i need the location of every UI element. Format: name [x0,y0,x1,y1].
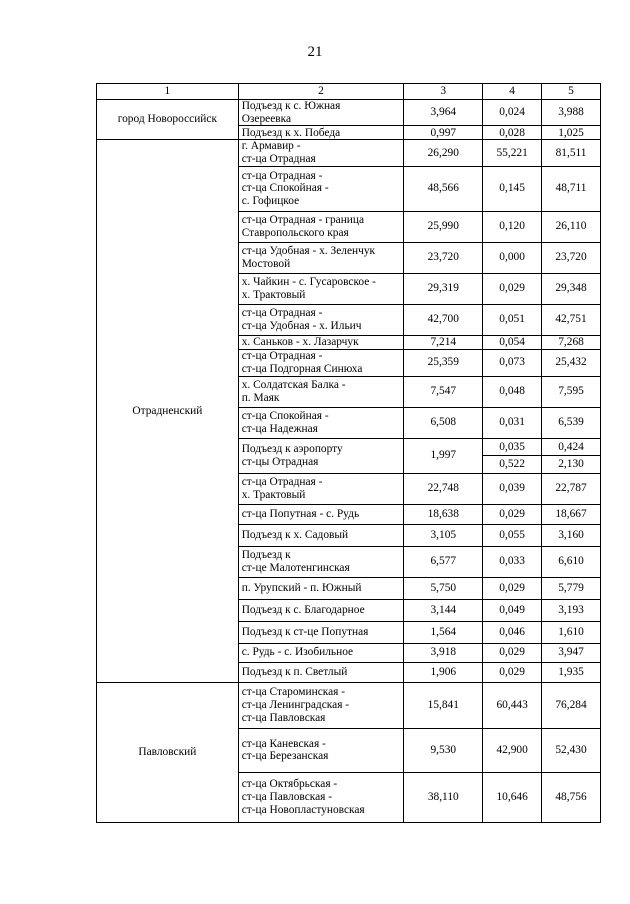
road-cell: г. Армавир - ст-ца Отрадная [238,140,404,166]
road-cell: х. Солдатская Балка - п. Маяк [238,376,404,407]
road-cell: ст-ца Попутная - с. Рудь [238,504,404,524]
value-cell-4: 10,646 [483,772,542,822]
value-cell-4: 0,031 [483,407,542,438]
road-cell: Подъезд к с. Южная Озереевка [238,100,404,126]
value-cell-3: 18,638 [404,504,483,524]
header-cell-1: 1 [97,84,239,100]
value-cell-5: 76,284 [542,682,601,728]
value-cell-5: 22,787 [542,473,601,504]
value-cell-5: 7,268 [542,335,601,349]
header-cell-4: 4 [483,84,542,100]
value-cell-3: 3,105 [404,524,483,546]
value-cell-3: 3,144 [404,599,483,621]
value-cell-4: 0,054 [483,335,542,349]
value-cell-3: 1,997 [404,438,483,473]
value-cell-3: 0,997 [404,126,483,140]
value-part-bottom: 0,522 [483,455,541,473]
road-cell: ст-ца Отрадная - х. Трактовый [238,473,404,504]
value-cell-4: 0,120 [483,211,542,242]
header-cell-3: 3 [404,84,483,100]
value-cell-5: 5,779 [542,577,601,599]
value-cell-3: 3,964 [404,100,483,126]
value-cell-5: 23,720 [542,242,601,273]
value-cell-4: 0,049 [483,599,542,621]
table-row [97,140,601,166]
value-cell-4: 0,055 [483,524,542,546]
road-cell: п. Урупский - п. Южный [238,577,404,599]
value-cell-4: 0,033 [483,546,542,577]
value-cell-4: 0,000 [483,242,542,273]
value-cell-3: 48,566 [404,166,483,211]
header-cell-5: 5 [542,84,601,100]
value-cell-4: 0,029 [483,504,542,524]
road-cell: ст-ца Отрадная - граница Ставропольского края [238,211,404,242]
value-cell-5: 7,595 [542,376,601,407]
value-cell-4: 0,046 [483,621,542,643]
value-cell-4: 0,048 [483,376,542,407]
value-cell-3: 26,290 [404,140,483,166]
value-cell-3: 22,748 [404,473,483,504]
value-part-top: 0,424 [558,440,584,453]
road-cell: ст-ца Отрадная - ст-ца Подгорная Синюха [238,349,404,376]
value-cell-5: 52,430 [542,728,601,772]
road-cell: х. Саньков - х. Лазарчук [238,335,404,349]
value-cell-5: 3,160 [542,524,601,546]
value-cell-5: 42,751 [542,304,601,335]
value-cell-4: 0,029 [483,273,542,304]
road-cell: с. Рудь - с. Изобильное [238,643,404,662]
page-number: 21 [307,44,323,60]
value-cell-5: 1,935 [542,662,601,682]
road-cell: ст-ца Каневская - ст-ца Березанская [238,728,404,772]
value-cell-3: 5,750 [404,577,483,599]
value-cell-3: 6,577 [404,546,483,577]
value-cell-3: 25,359 [404,349,483,376]
value-cell-5: 48,711 [542,166,601,211]
road-cell: Подъезд к п. Светлый [238,662,404,682]
road-cell: Подъезд к с. Благодарное [238,599,404,621]
value-cell-4: 0,039 [483,473,542,504]
value-cell-5: 6,610 [542,546,601,577]
value-cell-5 [542,438,601,473]
road-cell: ст-ца Староминская - ст-ца Ленинградская - ст-ца Павловская [238,682,404,728]
table-row [97,682,601,728]
value-cell-4 [483,438,542,473]
road-cell: ст-ца Спокойная - ст-ца Надежная [238,407,404,438]
value-cell-4: 0,145 [483,166,542,211]
value-cell-4: 42,900 [483,728,542,772]
value-cell-4: 55,221 [483,140,542,166]
value-cell-5: 6,539 [542,407,601,438]
value-cell-3: 1,906 [404,662,483,682]
value-cell-3: 9,530 [404,728,483,772]
value-cell-5: 26,110 [542,211,601,242]
district-cell: Отрадненский [97,140,239,682]
district-cell: город Новороссийск [97,100,239,140]
road-cell: ст-ца Удобная - х. Зеленчук Мостовой [238,242,404,273]
value-cell-5: 3,193 [542,599,601,621]
road-cell: ст-ца Отрадная - ст-ца Удобная - х. Ильич [238,304,404,335]
road-cell: Подъезд к ст-це Попутная [238,621,404,643]
value-cell-4: 0,073 [483,349,542,376]
value-cell-3: 29,319 [404,273,483,304]
value-cell-4: 0,024 [483,100,542,126]
value-part-top: 0,035 [499,440,525,453]
value-cell-5: 1,610 [542,621,601,643]
road-cell: ст-ца Октябрьская - ст-ца Павловская - ст-ца Новопластуновская [238,772,404,822]
header-row [97,84,601,100]
value-cell-4: 0,028 [483,126,542,140]
value-part-bottom: 2,130 [542,455,600,473]
roads-table [96,83,601,823]
district-cell: Павловский [97,682,239,822]
road-cell: х. Чайкин - с. Гусаровское - х. Трактовый [238,273,404,304]
road-cell: Подъезд к аэропорту ст-цы Отрадная [238,438,404,473]
value-cell-3: 38,110 [404,772,483,822]
value-cell-3: 7,547 [404,376,483,407]
header-cell-2: 2 [238,84,404,100]
value-cell-5: 48,756 [542,772,601,822]
value-cell-4: 60,443 [483,682,542,728]
value-cell-3: 6,508 [404,407,483,438]
value-cell-3: 7,214 [404,335,483,349]
value-cell-5: 81,511 [542,140,601,166]
value-cell-5: 18,667 [542,504,601,524]
road-cell: Подъезд к ст-це Малотенгинская [238,546,404,577]
value-cell-5: 3,988 [542,100,601,126]
table-row [97,100,601,126]
value-cell-3: 42,700 [404,304,483,335]
road-cell: ст-ца Отрадная - ст-ца Спокойная - с. Гофицкое [238,166,404,211]
value-cell-4: 0,029 [483,577,542,599]
value-cell-4: 0,029 [483,662,542,682]
value-cell-4: 0,051 [483,304,542,335]
value-cell-3: 25,990 [404,211,483,242]
road-cell: Подъезд к х. Садовый [238,524,404,546]
value-cell-3: 1,564 [404,621,483,643]
value-cell-5: 3,947 [542,643,601,662]
value-cell-5: 29,348 [542,273,601,304]
value-cell-4: 0,029 [483,643,542,662]
value-cell-5: 25,432 [542,349,601,376]
value-cell-3: 15,841 [404,682,483,728]
value-cell-3: 3,918 [404,643,483,662]
road-cell: Подъезд к х. Победа [238,126,404,140]
value-cell-5: 1,025 [542,126,601,140]
value-cell-3: 23,720 [404,242,483,273]
